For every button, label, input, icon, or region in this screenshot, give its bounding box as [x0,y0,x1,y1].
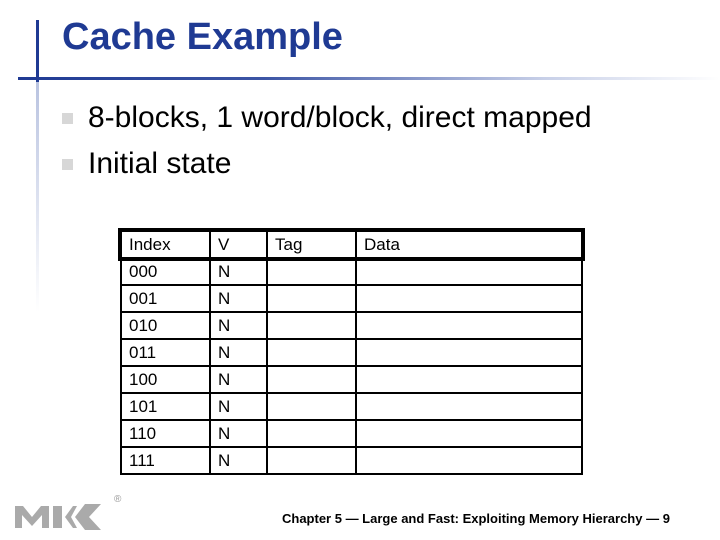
table-row [121,447,582,474]
square-bullet-icon [62,159,73,170]
cell-data [356,447,582,474]
bullet-item [62,95,592,141]
cell-data [356,312,582,339]
publisher-logo-icon [15,498,115,532]
header-valid: V [210,231,267,258]
cell-valid: N [210,285,267,312]
table-row [121,366,582,393]
table-row [121,420,582,447]
cell-data [356,258,582,285]
header-index: Index [121,231,210,258]
cell-tag [267,393,356,420]
cell-valid: N [210,312,267,339]
cell-tag [267,447,356,474]
cell-data [356,393,582,420]
header-data: Data [356,231,582,258]
slide-title: Cache Example [62,16,343,58]
cell-valid: N [210,366,267,393]
cell-index: 101 [121,393,210,420]
cell-data [356,285,582,312]
cell-tag [267,285,356,312]
title-underline [18,77,720,80]
cell-index: 001 [121,285,210,312]
bullet-list [62,95,592,187]
slide-footer: Chapter 5 — Large and Fast: Exploiting Memory Hierarchy — 9 [282,511,670,526]
table-header-row [121,231,582,258]
cell-data [356,420,582,447]
table-row [121,258,582,285]
cell-valid: N [210,339,267,366]
header-tag: Tag [267,231,356,258]
cell-index: 100 [121,366,210,393]
cell-data [356,339,582,366]
cell-tag [267,258,356,285]
title-accent-vertical-line [36,20,39,82]
cell-index: 010 [121,312,210,339]
bullet-item [62,141,592,187]
table-row [121,285,582,312]
square-bullet-icon [62,113,73,124]
cell-valid: N [210,447,267,474]
cell-index: 111 [121,447,210,474]
bullet-text: 8-blocks, 1 word/block, direct mapped [88,101,592,134]
cell-valid: N [210,420,267,447]
table-row [121,312,582,339]
cell-index: 011 [121,339,210,366]
cell-tag [267,312,356,339]
cell-index: 000 [121,258,210,285]
cell-index: 110 [121,420,210,447]
cell-valid: N [210,393,267,420]
bullet-text: Initial state [88,147,232,180]
table-row [121,339,582,366]
table-row [121,393,582,420]
cell-tag [267,420,356,447]
registered-mark: ® [114,494,122,505]
cache-table [120,230,583,475]
left-fade-line [36,82,39,312]
cell-valid: N [210,258,267,285]
cell-data [356,366,582,393]
cell-tag [267,366,356,393]
cell-tag [267,339,356,366]
